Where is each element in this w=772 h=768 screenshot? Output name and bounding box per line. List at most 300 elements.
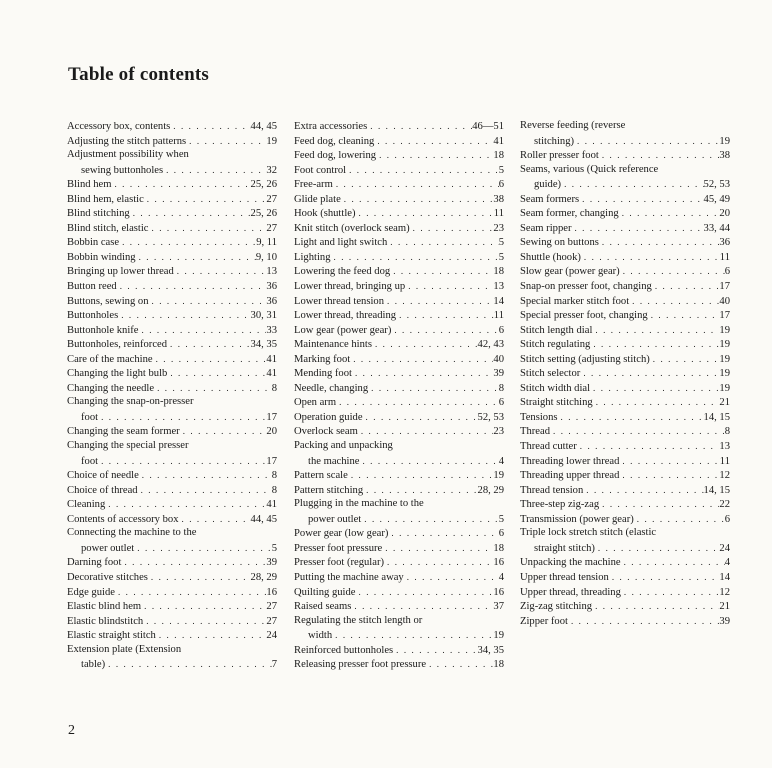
dot-leader (609, 570, 720, 585)
dot-leader (550, 424, 725, 439)
toc-entry-title: Bobbin case (67, 237, 120, 249)
toc-entry (67, 366, 277, 381)
toc-entry-title: Mending foot (294, 368, 352, 380)
toc-entry-title: Sewing on buttons (520, 237, 599, 249)
dot-leader (619, 454, 719, 469)
toc-entry (520, 206, 730, 221)
dot-leader (581, 250, 720, 265)
toc-entry (67, 352, 277, 367)
toc-entry-title: Decorative stitches (67, 571, 148, 583)
toc-entry (294, 599, 504, 614)
toc-entry (294, 134, 504, 149)
toc-entry-title: Maintenance hints (294, 339, 372, 351)
toc-entry-page: 39 (493, 368, 504, 380)
toc-entry-title: the machine (308, 455, 360, 467)
toc-entry (294, 119, 504, 134)
toc-entry-title: Buttonholes, reinforced (67, 339, 168, 351)
toc-entry-title: Blind stitch, elastic (67, 222, 149, 234)
dot-leader (98, 410, 266, 425)
toc-entry-title: Elastic blindstitch (67, 615, 144, 627)
toc-entry-title: Three-step zig-zag (520, 499, 600, 511)
toc-entry (67, 119, 277, 134)
toc-entry-page: 27 (266, 601, 277, 613)
toc-entry-page: 8 (271, 484, 277, 496)
dot-leader (105, 657, 272, 672)
toc-entry (520, 483, 730, 498)
toc-entry-title: Choice of thread (67, 484, 138, 496)
toc-entry (520, 323, 730, 338)
toc-entry (520, 614, 730, 629)
dot-leader (149, 221, 267, 236)
toc-entry-title: Threading upper thread (520, 470, 620, 482)
toc-entry-title: Lower thread, bringing up (294, 281, 406, 293)
dot-leader (426, 657, 493, 672)
toc-entry-title: Low gear (power gear) (294, 324, 392, 336)
toc-entry-title: Button reed (67, 281, 117, 293)
dot-leader (571, 221, 703, 236)
toc-entry-title: Darning foot (67, 557, 122, 569)
toc-entry (294, 323, 504, 338)
toc-entry (294, 192, 504, 207)
toc-entry (67, 279, 277, 294)
toc-entry-page: 19 (719, 368, 730, 380)
dot-leader (595, 541, 720, 556)
toc-entry-title: Contents of accessory box (67, 513, 179, 525)
toc-entry-title: Zig-zag stitching (520, 601, 593, 613)
dot-leader (115, 585, 266, 600)
toc-entry-title: Lower thread tension (294, 295, 385, 307)
toc-entry (520, 308, 730, 323)
toc-entry (294, 395, 504, 410)
dot-leader (393, 643, 477, 658)
toc-entry-page: 8 (271, 470, 277, 482)
toc-entry-page: 5 (498, 164, 504, 176)
toc-entry (520, 585, 730, 600)
dot-leader (141, 599, 266, 614)
toc-entry (294, 657, 504, 672)
toc-entry-title: Packing and unpacking (294, 440, 393, 452)
toc-entry-page: 34, 35 (250, 339, 277, 351)
toc-entry (294, 264, 504, 279)
toc-entry-page: 20 (266, 426, 277, 438)
toc-entry (520, 570, 730, 585)
toc-entry-title: Straight stitching (520, 397, 593, 409)
dot-leader (118, 308, 250, 323)
toc-entry-page: 6 (498, 397, 504, 409)
toc-entry-title: Lower thread, threading (294, 310, 397, 322)
toc-entry-title: Adjustment possibility when (67, 149, 189, 161)
toc-entry-title: Reverse feeding (reverse (520, 120, 626, 131)
toc-entry-page: 24 (719, 542, 730, 554)
toc-entry (67, 381, 277, 396)
toc-entry (294, 221, 504, 236)
dot-leader (139, 323, 267, 338)
toc-entry-title: Cleaning (67, 499, 106, 511)
toc-entry-page: 21 (719, 397, 730, 409)
toc-entry-page: 17 (266, 455, 277, 467)
toc-entry-page: 27 (266, 193, 277, 205)
dot-leader (374, 134, 493, 149)
toc-entry-title: Elastic straight stitch (67, 630, 156, 642)
toc-entry-title: Extra accessories (294, 121, 368, 132)
toc-entry-page: 23 (493, 222, 504, 234)
toc-entry-title: Unpacking the machine (520, 557, 621, 569)
toc-entry-title: Thread (520, 426, 550, 438)
toc-entry-page: 8 (498, 382, 504, 394)
toc-entry (520, 424, 730, 439)
dot-leader (599, 148, 720, 163)
toc-entry (294, 614, 504, 643)
toc-entry (294, 555, 504, 570)
toc-entry-page: 44, 45 (250, 513, 277, 525)
dot-leader (384, 555, 493, 570)
toc-entry-title: Stitch length dial (520, 324, 593, 336)
toc-entry-title: Glide plate (294, 193, 341, 205)
toc-entry-page: 37 (493, 601, 504, 613)
toc-entry-page: 21 (719, 601, 730, 613)
toc-entry-page: 27 (266, 615, 277, 627)
dot-leader (372, 337, 478, 352)
toc-entry-title: Special marker stitch foot (520, 295, 630, 307)
toc-entry-page: 52, 53 (477, 411, 504, 423)
toc-entry (67, 512, 277, 527)
toc-entry-title: Zipper foot (520, 615, 568, 627)
toc-entry-title: Roller presser foot (520, 150, 599, 162)
toc-entry (294, 352, 504, 367)
dot-leader (580, 366, 719, 381)
toc-entry-page: 46—51 (472, 121, 504, 132)
dot-leader (387, 235, 498, 250)
toc-entry-title: Changing the needle (67, 382, 155, 394)
toc-entry-page: 5 (271, 542, 277, 554)
dot-leader (356, 206, 494, 221)
toc-entry-title: Light and light switch (294, 237, 388, 249)
toc-entry (294, 294, 504, 309)
toc-entry-page: 24 (266, 630, 277, 642)
dot-leader (121, 555, 266, 570)
dot-leader (634, 512, 725, 527)
dot-leader (579, 192, 703, 207)
toc-entry (520, 410, 730, 425)
toc-entry (67, 134, 277, 149)
toc-entry-title: Connecting the machine to the (67, 527, 197, 539)
dot-leader (348, 468, 494, 483)
toc-entry-page: 39 (719, 615, 730, 627)
toc-entry (520, 337, 730, 352)
toc-entry-page: 14, 15 (703, 411, 730, 423)
toc-entry-title: Operation guide (294, 411, 363, 423)
dot-leader (592, 599, 719, 614)
dot-leader (590, 381, 719, 396)
toc-entry-title: Seam former, changing (520, 208, 619, 220)
toc-entry-page: 19 (493, 470, 504, 482)
toc-entry-page: 19 (719, 353, 730, 365)
toc-entry-title: Stitch selector (520, 368, 581, 380)
toc-entry (294, 410, 504, 425)
toc-entry-title: Seam formers (520, 193, 580, 205)
dot-leader (382, 541, 493, 556)
toc-entry-page: 6 (498, 324, 504, 336)
toc-entry-page: 13 (493, 281, 504, 293)
dot-leader (621, 555, 725, 570)
toc-entry (67, 570, 277, 585)
toc-entry-title: Marking foot (294, 353, 351, 365)
toc-column-3 (520, 119, 730, 628)
toc-entry-title: Transmission (power gear) (520, 513, 634, 525)
toc-entry-title: Overlock seam (294, 426, 358, 438)
dot-leader (143, 614, 266, 629)
toc-entry (294, 497, 504, 526)
toc-entry (520, 599, 730, 614)
toc-entry (294, 148, 504, 163)
toc-entry (294, 439, 504, 468)
toc-entry (67, 643, 277, 672)
dot-leader (593, 395, 720, 410)
toc-entry (294, 643, 504, 658)
dot-leader (620, 264, 725, 279)
toc-entry-page: 22 (719, 499, 730, 511)
toc-entry-title: Lowering the feed dog (294, 266, 391, 278)
toc-column-2 (294, 119, 504, 672)
toc-entry (294, 424, 504, 439)
toc-entry-title: Pattern scale (294, 470, 348, 482)
toc-entry-title: Stitch setting (adjusting stitch) (520, 353, 650, 365)
toc-entry-page: 12 (719, 470, 730, 482)
toc-column-1 (67, 119, 277, 672)
toc-entry-title: Triple lock stretch stitch (elastic (520, 527, 657, 539)
toc-entry-page: 11 (493, 208, 504, 220)
dot-leader (170, 119, 250, 134)
dot-leader (167, 366, 266, 381)
toc-entry (67, 395, 277, 424)
toc-entry-title: Bobbin winding (67, 251, 136, 263)
toc-entry-title: Changing the light bulb (67, 368, 168, 380)
toc-entry-title: Thread tension (520, 484, 584, 496)
toc-entry-page: 39 (266, 557, 277, 569)
dot-leader (621, 585, 720, 600)
toc-entry-title: Changing the snap-on-presser (67, 396, 194, 408)
toc-entry-title: guide) (534, 179, 562, 191)
dot-leader (574, 134, 719, 149)
toc-entry (67, 148, 277, 177)
dot-leader (167, 337, 250, 352)
toc-entry (67, 497, 277, 512)
toc-entry-title: Quilting guide (294, 586, 356, 598)
dot-leader (331, 250, 499, 265)
dot-leader (583, 483, 703, 498)
toc-entry-page: 5 (498, 251, 504, 263)
toc-entry (520, 294, 730, 309)
toc-entry-title: width (308, 630, 333, 642)
toc-entry-page: 25, 26 (250, 179, 277, 191)
toc-entry-title: Power gear (low gear) (294, 528, 389, 540)
dot-leader (174, 264, 267, 279)
dot-leader (650, 352, 720, 367)
toc-entry (520, 235, 730, 250)
toc-entry-title: Free-arm (294, 179, 333, 191)
toc-entry-title: Releasing presser foot pressure (294, 659, 427, 671)
toc-entry-page: 18 (493, 150, 504, 162)
toc-entry-page: 19 (719, 135, 730, 147)
toc-entry-title: Extension plate (Extension (67, 643, 182, 655)
toc-entry (67, 177, 277, 192)
dot-leader (180, 424, 267, 439)
toc-entry (67, 323, 277, 338)
dot-leader (363, 483, 477, 498)
toc-entry (520, 454, 730, 469)
toc-entry-title: Elastic blind hem (67, 601, 142, 613)
toc-entry-title: Bringing up lower thread (67, 266, 174, 278)
dot-leader (619, 468, 719, 483)
toc-entry-title: stitching) (534, 135, 575, 147)
toc-entry (67, 555, 277, 570)
toc-entry-page: 9, 10 (255, 251, 277, 263)
toc-entry (294, 337, 504, 352)
toc-entry (520, 395, 730, 410)
toc-entry-page: 27 (266, 222, 277, 234)
toc-entry (520, 352, 730, 367)
toc-entry-page: 41 (493, 135, 504, 147)
toc-entry (294, 279, 504, 294)
toc-entry (67, 628, 277, 643)
toc-entry (294, 206, 504, 221)
toc-entry (67, 439, 277, 468)
toc-entry-title: Plugging in the machine to the (294, 498, 424, 510)
toc-entry (67, 250, 277, 265)
dot-leader (599, 497, 719, 512)
toc-entry-title: Feed dog, cleaning (294, 135, 375, 147)
dot-leader (136, 250, 256, 265)
dot-leader (139, 468, 272, 483)
dot-leader (390, 264, 493, 279)
toc-entry-title: Accessory box, contents (67, 121, 171, 132)
toc-entry-page: 42, 43 (477, 339, 504, 351)
toc-entry-title: Shuttle (hook) (520, 251, 581, 263)
dot-leader (368, 381, 499, 396)
toc-entry-page: 33, 44 (703, 222, 730, 234)
dot-leader (111, 177, 250, 192)
toc-entry-page: 4 (724, 557, 730, 569)
toc-entry-title: Putting the machine away (294, 571, 404, 583)
page-number: 2 (68, 723, 75, 738)
toc-entry (294, 366, 504, 381)
toc-entry-page: 5 (498, 237, 504, 249)
toc-entry-title: Blind stitching (67, 208, 130, 220)
toc-entry (67, 235, 277, 250)
dot-leader (648, 308, 720, 323)
toc-entry (67, 264, 277, 279)
toc-entry (520, 192, 730, 207)
toc-entry-page: 28, 29 (477, 484, 504, 496)
toc-entry (520, 119, 730, 148)
toc-entry-page: 14 (493, 295, 504, 307)
dot-leader (154, 381, 272, 396)
dot-leader (558, 410, 704, 425)
toc-entry (520, 381, 730, 396)
toc-entry-title: Needle, changing (294, 382, 369, 394)
toc-entry (520, 163, 730, 192)
dot-leader (117, 279, 267, 294)
toc-entry-page: 18 (493, 542, 504, 554)
toc-entry-page: 33 (266, 324, 277, 336)
toc-entry (520, 279, 730, 294)
dot-leader (388, 526, 498, 541)
toc-entry-title: power outlet (81, 542, 135, 554)
toc-entry-title: Reinforced buttonholes (294, 644, 394, 656)
toc-entry (520, 148, 730, 163)
toc-entry-title: Blind hem, elastic (67, 193, 144, 205)
toc-entry-title: Stitch width dial (520, 382, 591, 394)
dot-leader (186, 134, 266, 149)
dot-leader (119, 235, 256, 250)
toc-entry-page: 20 (719, 208, 730, 220)
toc-entry (67, 294, 277, 309)
toc-entry (67, 483, 277, 498)
dot-leader (568, 614, 719, 629)
toc-entry-page: 19 (266, 135, 277, 147)
toc-entry-title: Presser foot (regular) (294, 557, 385, 569)
dot-leader (179, 512, 251, 527)
toc-entry-page: 5 (498, 513, 504, 525)
dot-leader (404, 570, 499, 585)
toc-entry-page: 18 (493, 266, 504, 278)
dot-leader (619, 206, 720, 221)
toc-entry-title: Knit stitch (overlock seam) (294, 222, 410, 234)
dot-leader (105, 497, 266, 512)
dot-leader (333, 177, 499, 192)
dot-leader (332, 628, 493, 643)
toc-entry-title: Snap-on presser foot, changing (520, 281, 652, 293)
toc-entry (67, 585, 277, 600)
toc-entry (294, 483, 504, 498)
toc-entry-title: Threading lower thread (520, 455, 620, 467)
dot-leader (98, 454, 266, 469)
toc-entry-page: 17 (266, 411, 277, 423)
dot-leader (156, 628, 267, 643)
dot-leader (376, 148, 493, 163)
toc-entry (520, 439, 730, 454)
dot-leader (405, 279, 493, 294)
toc-entry-page: 44, 45 (250, 121, 277, 132)
toc-entry-title: Tensions (520, 411, 558, 423)
toc-entry-title: foot (81, 455, 99, 467)
toc-entry-title: Feed dog, lowering (294, 150, 377, 162)
toc-entry (67, 599, 277, 614)
toc-entry-title: sewing buttonholes (81, 164, 164, 176)
toc-entry-page: 11 (493, 310, 504, 322)
dot-leader (130, 206, 251, 221)
toc-entry-title: Seams, various (Quick reference (520, 163, 659, 175)
toc-entry (67, 192, 277, 207)
toc-entry-title: straight stitch) (534, 542, 595, 554)
toc-entry-page: 30, 31 (250, 310, 277, 322)
toc-entry-page: 19 (719, 324, 730, 336)
toc-entry-title: Changing the seam former (67, 426, 180, 438)
toc-entry-page: 7 (271, 659, 277, 671)
toc-entry-title: Slow gear (power gear) (520, 266, 620, 278)
toc-entry (67, 424, 277, 439)
toc-entry-page: 52, 53 (703, 179, 730, 191)
toc-entry-title: foot (81, 411, 99, 423)
toc-entry-page: 11 (719, 455, 730, 467)
toc-entry (294, 541, 504, 556)
toc-entry-title: table) (81, 659, 106, 671)
toc-entry-page: 11 (719, 251, 730, 263)
dot-leader (350, 352, 493, 367)
toc-entry-page: 38 (719, 150, 730, 162)
dot-leader (592, 323, 719, 338)
toc-entry-title: Seam ripper (520, 222, 572, 234)
